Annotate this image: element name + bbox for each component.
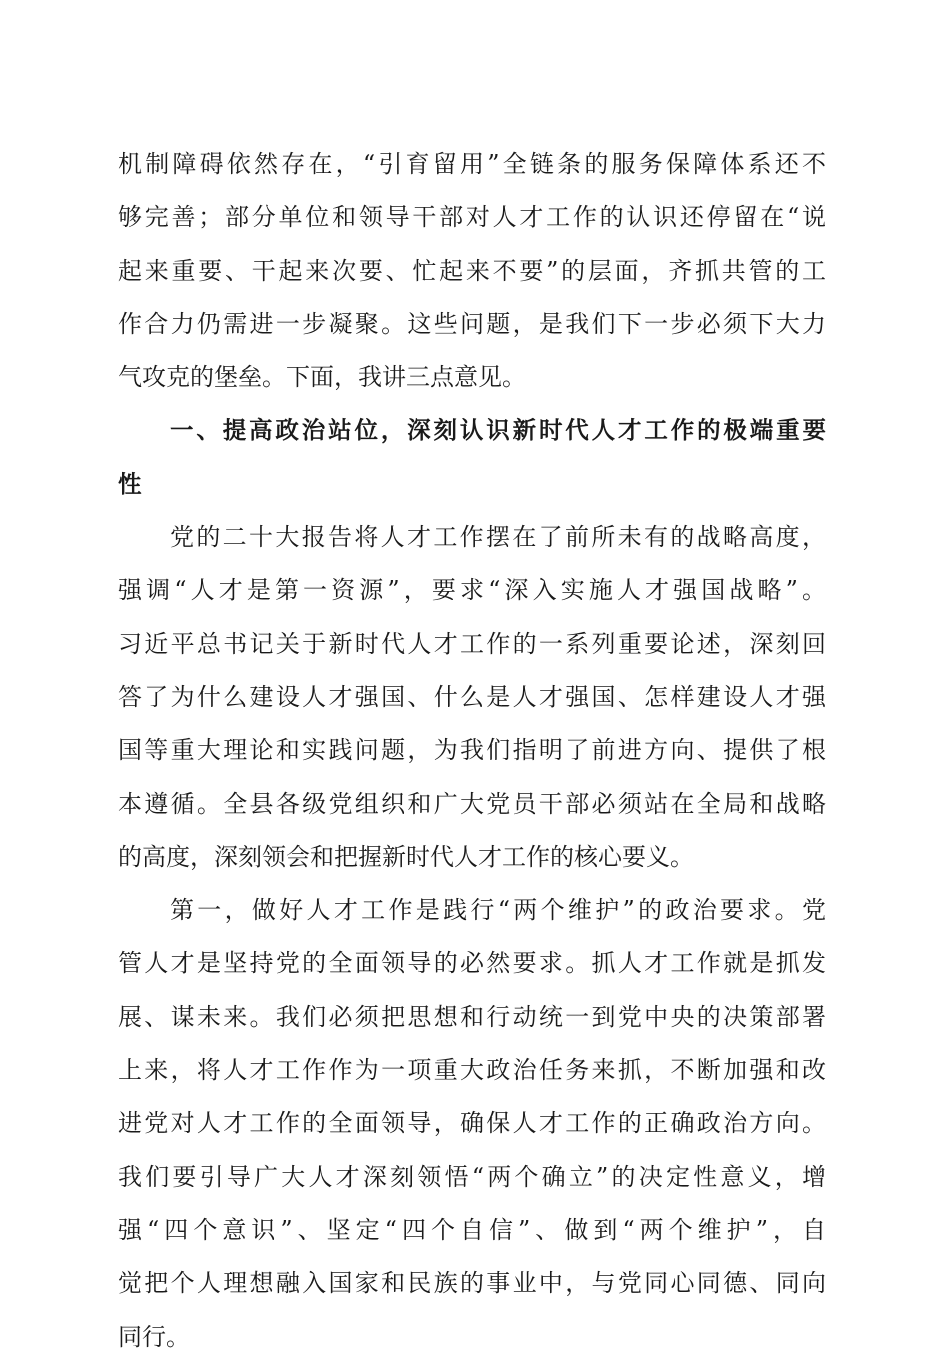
text-line: 进党对人才工作的全面领导，确保人才工作的正确政治方向。 — [118, 1109, 826, 1138]
text-line: 本遵循。全县各级党组织和广大党员干部必须站在全局和战略 — [118, 789, 826, 818]
text-line: 党的二十大报告将人才工作摆在了前所未有的战略高度， — [170, 523, 826, 552]
text-line: 上来，将人才工作作为一项重大政治任务来抓，不断加强和改 — [118, 1056, 826, 1085]
text-line: 的高度，深刻领会和把握新时代人才工作的核心要义。 — [118, 842, 694, 871]
text-line: 管人才是坚持党的全面领导的必然要求。抓人才工作就是抓发 — [118, 949, 826, 978]
text-line: 答了为什么建设人才强国、什么是人才强国、怎样建设人才强 — [118, 682, 826, 711]
document-page — [118, 138, 826, 1364]
paragraph-strategy — [118, 511, 826, 884]
text-line: 国等重大理论和实践问题，为我们指明了前进方向、提供了根 — [118, 736, 826, 765]
text-line: 觉把个人理想融入国家和民族的事业中，与党同心同德、同向 — [118, 1269, 826, 1298]
text-line: 强“四个意识”、坚定“四个自信”、做到“两个维护”，自 — [118, 1215, 826, 1244]
text-line: 我们要引导广大人才深刻领悟“两个确立”的决定性意义，增 — [118, 1162, 826, 1191]
section-heading — [118, 404, 826, 511]
text-line: 够完善；部分单位和领导干部对人才工作的认识还停留在“说 — [118, 203, 826, 232]
text-line: 展、谋未来。我们必须把思想和行动统一到党中央的决策部署 — [118, 1002, 826, 1031]
text-line: 习近平总书记关于新时代人才工作的一系列重要论述，深刻回 — [118, 629, 826, 658]
text-line: 气攻克的堡垒。下面，我讲三点意见。 — [118, 363, 526, 392]
paragraph-problems — [118, 138, 826, 404]
text-line: 第一，做好人才工作是践行“两个维护”的政治要求。党 — [170, 896, 826, 925]
text-line: 强调“人才是第一资源”，要求“深入实施人才强国战略”。 — [118, 576, 826, 605]
text-line: 起来重要、干起来次要、忙起来不要”的层面，齐抓共管的工 — [118, 256, 826, 285]
paragraph-first-point — [118, 884, 826, 1364]
text-line: 同行。 — [118, 1322, 190, 1351]
heading-line: 性 — [118, 469, 142, 498]
heading-line: 一、提高政治站位，深刻认识新时代人才工作的极端重要 — [170, 416, 826, 445]
text-line: 作合力仍需进一步凝聚。这些问题，是我们下一步必须下大力 — [118, 309, 826, 338]
text-line: 机制障碍依然存在，“引育留用”全链条的服务保障体系还不 — [118, 150, 826, 178]
